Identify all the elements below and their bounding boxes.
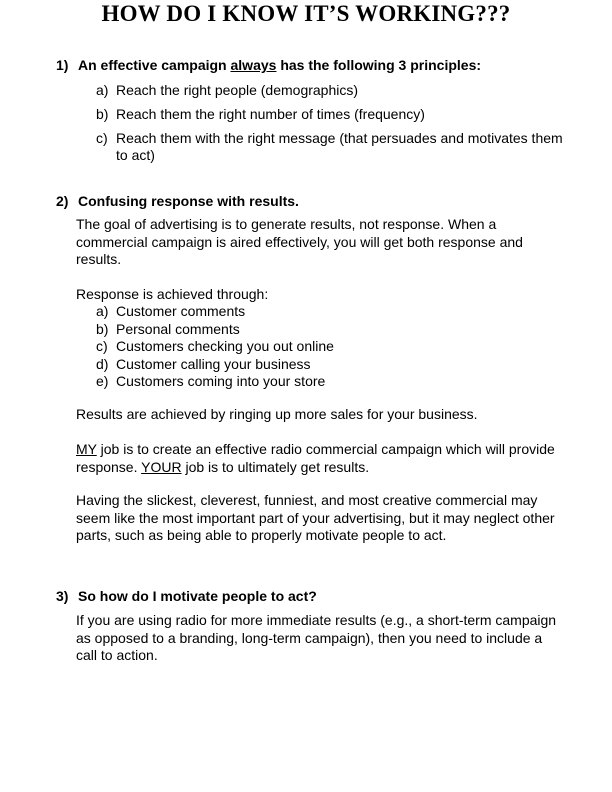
list-marker: c) [96,130,108,146]
list-marker: c) [96,338,108,354]
list-item-text: Customer comments [116,303,246,319]
section-1-heading [56,57,481,74]
list-item-text: Reach the right people (demographics) [116,82,359,98]
section-1-number: 1) [56,57,69,73]
list-item-text: Customers coming into your store [116,373,326,389]
list-item [96,356,566,374]
list-item-text: Reach them with the right message (that persuades and motivates them to act) [116,130,563,163]
section-2-number: 2) [56,193,69,209]
list-item [96,130,566,164]
roles-paragraph [76,441,566,476]
list-marker: d) [96,355,109,372]
section-1-heading-pre: An effective campaign [78,57,231,73]
your-rest: job is to ultimately get results. [181,458,370,475]
call-to-action-paragraph: If you are using radio for more immediate results (e.g., a short-term campaign as opposed to a branding, long-term campaign), then you need to include a call to action. [76,612,557,663]
section-3-number: 3) [56,588,69,604]
your-underlined: YOUR [141,458,182,475]
section-1-heading-underlined: always [230,57,277,73]
list-item [96,106,566,123]
section-2-heading [56,193,299,210]
list-item [96,321,566,339]
list-item-text: Customer calling your business [116,355,311,372]
list-item-text: Reach them the right number of times (frequency) [116,106,425,122]
results-paragraph: Results are achieved by ringing up more sales for your business. [76,406,478,422]
principles-list [96,82,566,164]
list-item [96,373,566,391]
section-3-heading-text: So how do I motivate people to act? [78,588,317,604]
list-marker: a) [96,82,109,98]
page-title: HOW DO I KNOW IT’S WORKING??? [101,1,511,26]
section-1-heading-post: has the following 3 principles: [276,57,482,73]
section-3-heading [56,588,317,605]
list-item [96,303,566,321]
creative-paragraph: Having the slickest, cleverest, funniest, and most creative commercial may seem like the most important part of your advertising, but it may neglect other parts, such as being able to properly motivate people to act. [76,492,555,543]
section-2-intro-paragraph: The goal of advertising is to generate results, not response. When a commercial campaign is aired effectively, you will get both response and results. [76,216,523,267]
response-intro: Response is achieved through: [76,286,269,302]
list-item [96,82,566,99]
list-marker: b) [96,106,109,122]
list-item-text: Customers checking you out online [116,338,334,354]
list-marker: e) [96,373,109,389]
list-item-text: Personal comments [116,320,240,337]
list-item [96,338,566,356]
my-underlined: MY [76,441,97,457]
response-list [96,303,566,391]
section-2-heading-text: Confusing response with results. [78,193,299,209]
list-marker: a) [96,303,109,319]
my-rest: job is to create an effective radio commercial campaign which will provide response. [76,441,555,475]
list-marker: b) [96,320,109,337]
